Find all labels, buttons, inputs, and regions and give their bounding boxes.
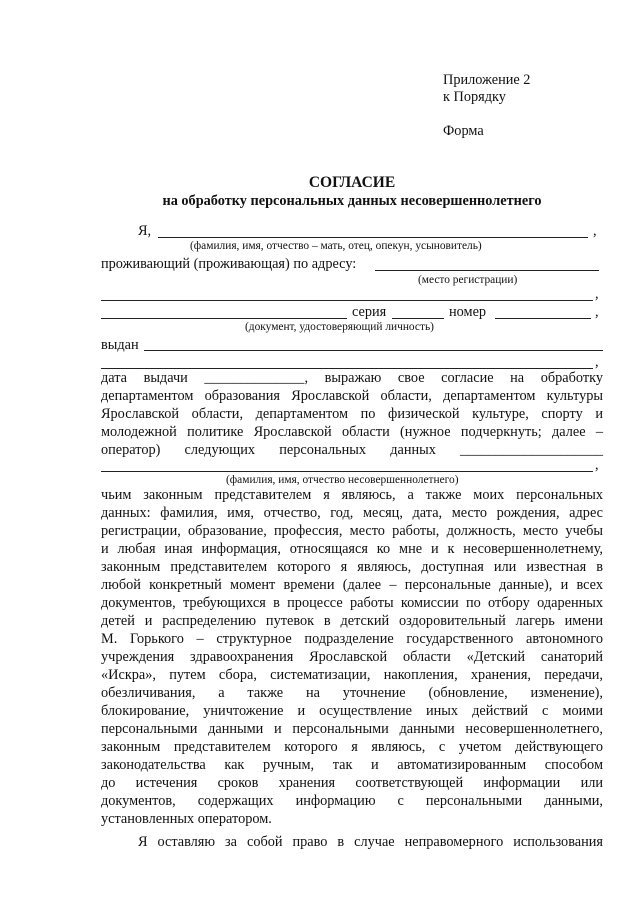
minor-fio-field[interactable]: [101, 471, 593, 472]
para2-line: персональными данными и персональными данными несовершеннолетнего,: [101, 721, 603, 737]
comma: ,: [595, 354, 599, 370]
para2-line: данных: фамилия, имя, отчество, год, месяц, дата, место рождения, адрес: [101, 505, 603, 521]
para2-line: документов, содержащих информацию с персональными данными,: [101, 793, 603, 809]
para3-line: Я оставляю за собой право в случае неправомерного использования: [138, 834, 603, 850]
para2-line: детей и распределению путевок в детский оздоровительный лагерь имени: [101, 613, 603, 629]
para2-line: регистрации, образование, профессия, место работы, должность, место учебы: [101, 523, 603, 539]
series-field[interactable]: [392, 318, 444, 319]
address-field[interactable]: [375, 270, 599, 271]
para2-line: М. Горького – структурное подразделение государственного автономного: [101, 631, 603, 647]
number-field[interactable]: [495, 318, 591, 319]
address-field-2[interactable]: [101, 300, 593, 301]
document-caption: (документ, удостоверяющий личность): [245, 321, 434, 333]
appendix-label: Приложение 2: [443, 72, 531, 88]
para1-line: молодежной политике Ярославской области (нужное подчеркнуть; далее –: [101, 424, 603, 440]
issued-by-field-2[interactable]: [101, 368, 593, 369]
para2-line: документов, требующихся в процессе работы комиссии по отбору одаренных: [101, 595, 603, 611]
minor-fio-caption: (фамилия, имя, отчество несовершеннолетнего): [226, 474, 459, 486]
fio-parent-caption: (фамилия, имя, отчество – мать, отец, опекун, усыновитель): [190, 240, 482, 252]
para2-line: законным представителем которого я являюсь, с учетом действующего: [101, 739, 603, 755]
address-label: проживающий (проживающая) по адресу:: [101, 256, 357, 272]
para1-line: оператор) следующих персональных данных ____________________: [101, 442, 603, 458]
para2-line: «Искра», путем сбора, систематизации, накопления, хранения, передачи,: [101, 667, 603, 683]
comma: ,: [593, 223, 597, 239]
series-label: серия: [352, 304, 387, 320]
issued-label: выдан: [101, 337, 139, 353]
comma: ,: [595, 457, 599, 473]
ya-label: Я,: [138, 223, 152, 239]
para2-line: чьим законным представителем я являюсь, а также моих персональных: [101, 487, 603, 503]
comma: ,: [595, 304, 599, 320]
document-subtitle: на обработку персональных данных несовершеннолетнего: [162, 193, 542, 209]
para2-line: законным представителем которого я являюсь, доступная или известная в: [101, 559, 603, 575]
document-type-field[interactable]: [101, 318, 347, 319]
para2-line: обезличивания, а также на уточнение (обновление, изменение),: [101, 685, 603, 701]
fio-parent-field[interactable]: [158, 237, 588, 238]
para1-line: дата выдачи ______________, выражаю свое согласие на обработку: [101, 370, 603, 386]
para2-line: блокирование, уничтожение и осуществление иных действий с моими: [101, 703, 603, 719]
number-label: номер: [449, 304, 487, 320]
document-title: СОГЛАСИЕ: [308, 174, 396, 191]
address-caption: (место регистрации): [418, 274, 518, 286]
para2-line: и любая иная информация, относящаяся ко мне и к несовершеннолетнему,: [101, 541, 603, 557]
para2-line: учреждения здравоохранения Ярославской области «Детский санаторий: [101, 649, 603, 665]
para2-line: установленных оператором.: [101, 811, 272, 827]
para2-line: до истечения сроков хранения соответствующей информации или: [101, 775, 603, 791]
para2-line: любой конкретный момент времени (далее – персональные данные), и всех: [101, 577, 603, 593]
issued-by-field[interactable]: [144, 350, 603, 351]
order-label: к Порядку: [443, 89, 506, 105]
para1-line: департаментом образования Ярославской области, департаментом культуры: [101, 388, 603, 404]
para1-line: Ярославской области, департаментом по физической культуре, спорту и: [101, 406, 603, 422]
comma: ,: [595, 286, 599, 302]
form-label: Форма: [443, 123, 484, 139]
para2-line: законодательства как ручным, так и автоматизированным способом: [101, 757, 603, 773]
